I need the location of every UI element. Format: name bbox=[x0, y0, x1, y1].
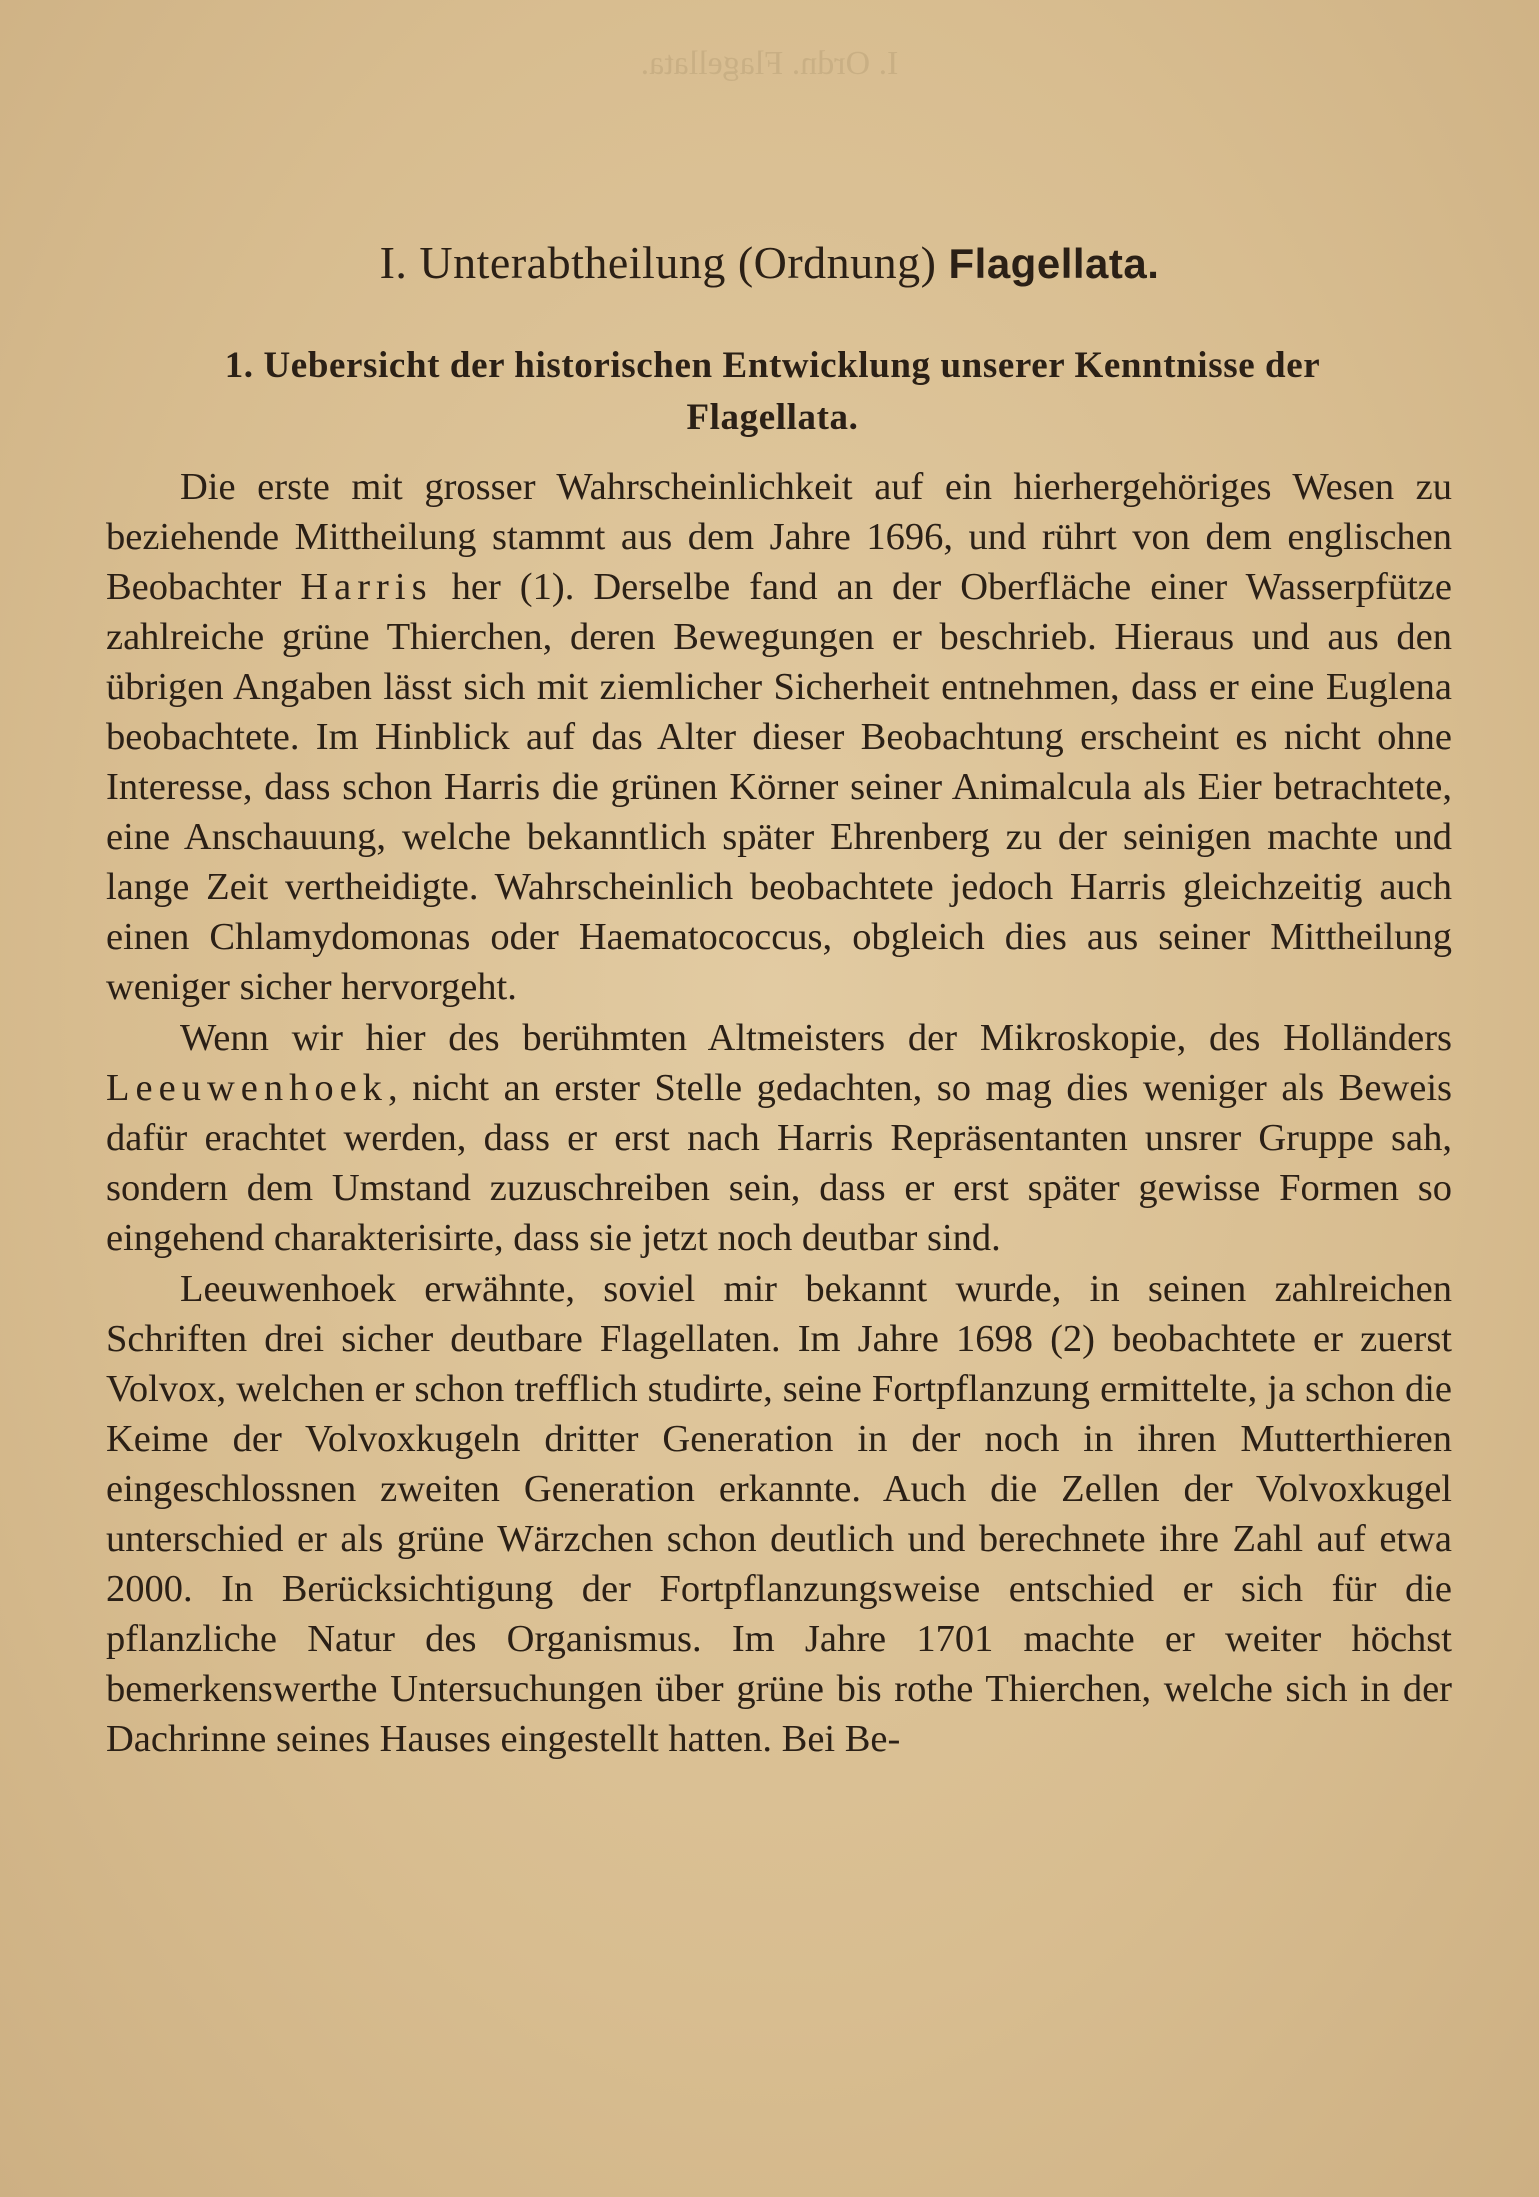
section-heading: 1. Uebersicht der historischen Entwicklung unserer Kenntnisse der Flagellata. bbox=[224, 345, 1321, 438]
paragraph-2-text-a: Wenn wir hier des berühmten Altmeisters der Mikroskopie, des Holländers bbox=[180, 1017, 1452, 1059]
paragraph-1-text-a: Die erste mit grosser Wahrscheinlichkeit auf ein hierhergehöriges Wesen zu beziehende Mittheilung stammt aus dem Jahre 1696, und rührt von dem englischen Beobachter bbox=[106, 466, 1452, 608]
chapter-heading-prefix: I. Unterabtheilung (Ordnung) bbox=[379, 237, 949, 288]
author-name-harris: Harris bbox=[300, 566, 433, 608]
paragraph-3 bbox=[106, 1264, 1452, 1764]
author-name-leeuwenhoek: Leeuwenhoek bbox=[106, 1067, 388, 1109]
bleed-through-text: I. Ordn. Flagellata. bbox=[640, 45, 899, 82]
body-text bbox=[106, 462, 1452, 1764]
paragraph-1-text-b: her (1). Derselbe fand an der Oberfläche einer Wasserpfütze zahlreiche grüne Thierchen, deren Bewegungen er beschrieb. Hieraus und aus den übrigen Angaben lässt sich mit ziemlicher Sicherheit entnehmen, dass er eine Euglena beobachtete. Im Hinblick auf das Alter dieser Beobachtung erscheint es nicht ohne Interesse, dass schon Harris die grünen Körner seiner Animalcula als Eier betrachtete, eine Anschauung, welche bekanntlich später Ehrenberg zu der seinigen machte und lange Zeit vertheidigte. Wahrscheinlich beobachtete jedoch Harris gleichzeitig auch einen Chlamydomonas oder Haematococcus, obgleich dies aus seiner Mittheilung weniger sicher hervorgeht. bbox=[106, 566, 1452, 1008]
paragraph-1 bbox=[106, 462, 1452, 1012]
paragraph-2 bbox=[106, 1013, 1452, 1263]
chapter-heading-taxon: Flagellata. bbox=[948, 240, 1160, 287]
paragraph-3-text: Leeuwenhoek erwähnte, soviel mir bekannt wurde, in seinen zahlreichen Schriften drei sicher deutbare Flagellaten. Im Jahre 1698 (2) beobachtete er zuerst Volvox, welchen er schon trefflich studirte, seine Fortpflanzung ermittelte, ja schon die Keime der Volvoxkugeln dritter Generation in der noch in ihren Mutterthieren eingeschlossnen zweiten Generation erkannte. Auch die Zellen der Volvoxkugel unterschied er als grüne Wärzchen schon deutlich und berechnete ihre Zahl auf etwa 2000. In Berücksichtigung der Fortpflanzungsweise entschied er sich für die pflanzliche Natur des Organismus. Im Jahre 1701 machte er weiter höchst bemerkenswerthe Untersuchungen über grüne bis rothe Thierchen, welche sich in der Dachrinne seines Hauses eingestellt hatten. Bei Be- bbox=[106, 1268, 1452, 1760]
chapter-heading bbox=[0, 236, 1539, 289]
paragraph-2-text-b: , nicht an erster Stelle gedachten, so mag dies weniger als Beweis dafür erachtet werden, dass er erst nach Harris Repräsentanten unsrer Gruppe sah, sondern dem Umstand zuzuschreiben sein, dass er erst später gewisse Formen so eingehend charakterisirte, dass sie jetzt noch deutbar sind. bbox=[106, 1067, 1452, 1259]
